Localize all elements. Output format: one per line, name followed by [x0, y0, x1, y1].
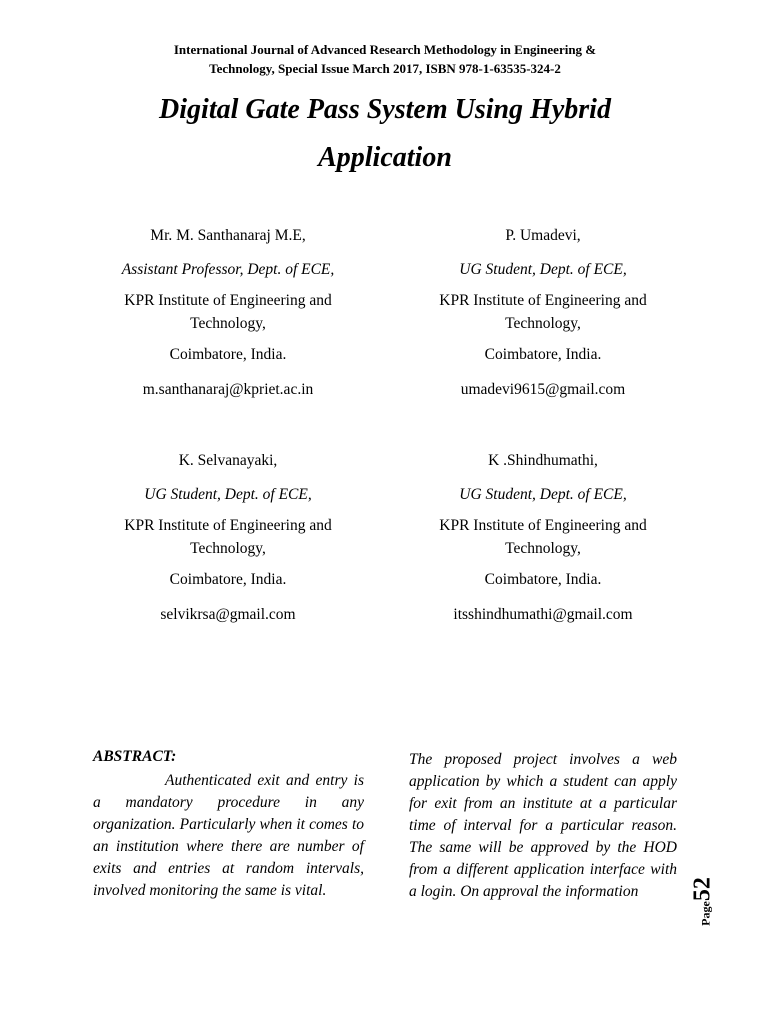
author-name: K. Selvanayaki, — [178, 452, 278, 469]
paper-title-line-2: Application — [318, 142, 452, 173]
author-name: K .Shindhumathi, — [488, 452, 598, 469]
abstract-heading: ABSTRACT: — [93, 748, 177, 765]
author-name: P. Umadevi, — [505, 227, 581, 244]
journal-header — [0, 40, 770, 78]
author-institution — [393, 514, 693, 560]
abstract-left-column — [93, 746, 364, 902]
page-number-value: 52 — [689, 877, 716, 902]
author-email: itsshindhumathi@gmail.com — [453, 606, 633, 623]
author-role: UG Student, Dept. of ECE, — [459, 486, 627, 503]
author-role: Assistant Professor, Dept. of ECE, — [121, 261, 335, 278]
abstract-text-left: Authenticated exit and entry is a mandatory procedure in any organization. Particularly when it comes to an institution where there are number of exits and entries at random intervals, involved monitoring the same is vital. — [93, 772, 364, 899]
author-city: Coimbatore, India. — [484, 346, 602, 363]
page-word: Page — [698, 901, 713, 926]
author-institution-line-1: KPR Institute of Engineering and — [439, 292, 647, 309]
author-city: Coimbatore, India. — [484, 571, 602, 588]
author-role: UG Student, Dept. of ECE, — [459, 261, 627, 278]
paper-title-line-1: Digital Gate Pass System Using Hybrid — [159, 94, 611, 125]
author-institution-line-2: Technology, — [190, 540, 266, 557]
author-institution-line-2: Technology, — [190, 315, 266, 332]
author-email: selvikrsa@gmail.com — [160, 606, 296, 623]
author-institution-line-2: Technology, — [505, 315, 581, 332]
page-number — [690, 866, 717, 938]
journal-header-line-2: Technology, Special Issue March 2017, ISBN 978-1-63535-324-2 — [209, 61, 561, 76]
author-institution-line-1: KPR Institute of Engineering and — [124, 292, 332, 309]
author-city: Coimbatore, India. — [169, 571, 287, 588]
author-institution — [393, 289, 693, 335]
author-email: m.santhanaraj@kpriet.ac.in — [142, 381, 314, 398]
author-city: Coimbatore, India. — [169, 346, 287, 363]
author-institution — [78, 514, 378, 560]
author-institution-line-2: Technology, — [505, 540, 581, 557]
author-name: Mr. M. Santhanaraj M.E, — [150, 227, 306, 244]
abstract-right-column — [409, 749, 677, 903]
author-institution-line-1: KPR Institute of Engineering and — [124, 517, 332, 534]
abstract-text-right: The proposed project involves a web application by which a student can apply for exit from an institute at a particular time of interval for a particular reason. The same will be approved by the HOD from a different application interface with a login. On approval the information — [409, 751, 677, 900]
author-institution-line-1: KPR Institute of Engineering and — [439, 517, 647, 534]
author-role: UG Student, Dept. of ECE, — [144, 486, 312, 503]
author-email: umadevi9615@gmail.com — [460, 381, 626, 398]
journal-header-line-1: International Journal of Advanced Research Methodology in Engineering & — [173, 42, 597, 57]
paper-title — [0, 86, 770, 182]
author-institution — [78, 289, 378, 335]
